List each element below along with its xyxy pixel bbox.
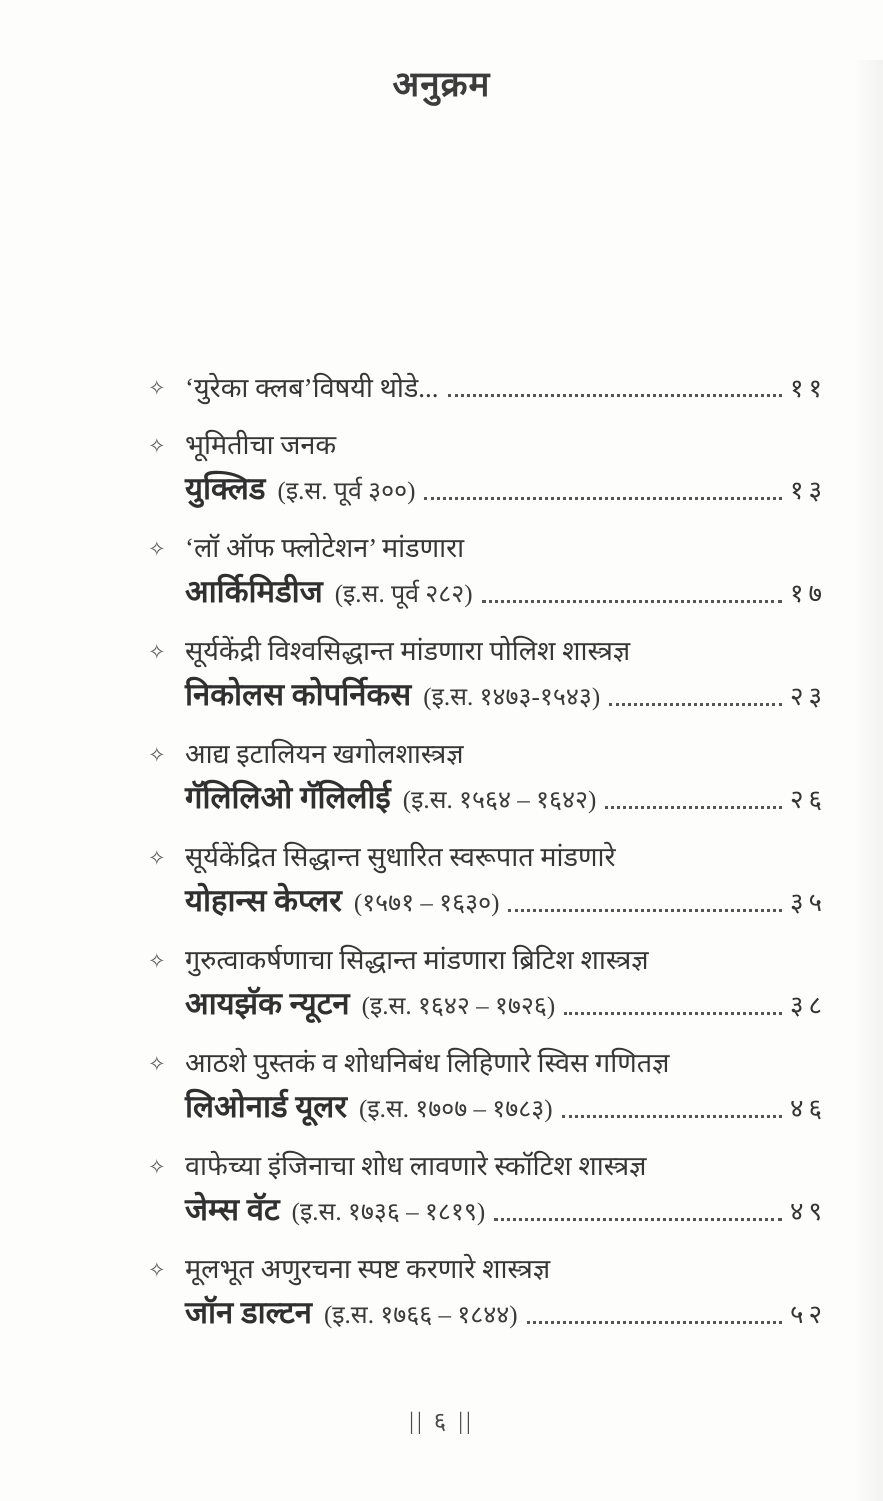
toc-entry-name: ‘युरेका क्लब’विषयी थोडे... xyxy=(185,373,439,403)
toc-entry-body xyxy=(185,527,827,617)
dotted-leader xyxy=(494,1218,782,1221)
toc-entry-page-number: ४९ xyxy=(789,1197,827,1226)
toc-entry-description: आद्य इटालियन खगोलशास्त्रज्ञ xyxy=(185,739,464,769)
toc-entry-body xyxy=(185,1145,827,1235)
diamond-bullet-icon: ✧ xyxy=(148,949,166,973)
dotted-leader xyxy=(508,909,781,912)
toc-entry xyxy=(148,630,827,720)
toc-entry-body xyxy=(185,424,827,514)
toc-entry-main-line xyxy=(185,776,827,823)
dotted-leader xyxy=(448,394,782,397)
toc-entry-description: सूर्यकेंद्री विश्वसिद्धान्त मांडणारा पोलिश शास्त्रज्ञ xyxy=(185,636,631,666)
dotted-leader xyxy=(424,497,782,500)
toc-entry-body xyxy=(185,1042,827,1132)
toc-entry-name: जॉन डाल्टन xyxy=(185,1295,312,1330)
toc-entry-description: आठशे पुस्तकं व शोधनिबंध लिहिणारे स्विस गणितज्ञ xyxy=(185,1048,670,1078)
diamond-bullet-icon: ✧ xyxy=(148,640,166,664)
toc-entry-name: लिओनार्ड यूलर xyxy=(185,1089,348,1124)
toc-entry-body xyxy=(185,733,827,823)
toc-entry-main-line xyxy=(185,1291,827,1338)
toc-entry-main-line xyxy=(185,879,827,926)
toc-entry-page-number: ४६ xyxy=(789,1094,827,1123)
toc-entry-years: (इ.स. पूर्व २८२) xyxy=(334,581,473,608)
toc-entry-page-number: १३ xyxy=(789,476,827,505)
page-number-footer: || ६ || xyxy=(409,1409,474,1435)
scan-shadow xyxy=(853,60,883,1501)
toc-entry-description: ‘लॉ ऑफ फ्लोटेशन’ मांडणारा xyxy=(185,533,465,563)
toc-entry-description: गुरुत्वाकर्षणाचा सिद्धान्त मांडणारा ब्रिटिश शास्त्रज्ञ xyxy=(185,945,649,975)
dotted-leader xyxy=(562,1115,782,1118)
toc-entry-main-line xyxy=(185,570,827,617)
toc-entry xyxy=(148,1248,827,1338)
dotted-leader xyxy=(605,806,782,809)
toc-entry xyxy=(148,939,827,1029)
dotted-leader xyxy=(564,1012,782,1015)
toc-entry-description: वाफेच्या इंजिनाचा शोध लावणारे स्कॉटिश शास्त्रज्ञ xyxy=(185,1151,647,1181)
toc-entry-page-number: २६ xyxy=(789,785,827,814)
table-of-contents xyxy=(148,366,827,1351)
toc-entry-name: निकोलस कोपर्निकस xyxy=(185,677,412,712)
toc-entry-body xyxy=(185,836,827,926)
diamond-bullet-icon: ✧ xyxy=(148,743,166,767)
toc-entry-body xyxy=(185,1248,827,1338)
diamond-bullet-icon: ✧ xyxy=(148,846,166,870)
toc-entry-page-number: ३५ xyxy=(789,888,827,917)
toc-entry-main-line xyxy=(185,467,827,514)
toc-entry xyxy=(148,424,827,514)
toc-entry-main-line xyxy=(185,673,827,720)
toc-entry-page-number: २३ xyxy=(789,682,827,711)
toc-entry xyxy=(148,1042,827,1132)
dotted-leader xyxy=(609,703,782,706)
toc-entry-main-line xyxy=(185,1188,827,1235)
dotted-leader xyxy=(482,600,782,603)
toc-entry xyxy=(148,366,827,411)
toc-entry-name: गॅलिलिओ गॅलिलीई xyxy=(185,780,391,815)
diamond-bullet-icon: ✧ xyxy=(148,1258,166,1282)
toc-entry-name: जेम्स वॅट xyxy=(185,1192,280,1227)
diamond-bullet-icon: ✧ xyxy=(148,376,166,400)
toc-entry-description: मूलभूत अणुरचना स्पष्ट करणारे शास्त्रज्ञ xyxy=(185,1254,551,1284)
book-page xyxy=(0,60,883,1435)
toc-entry-main-line xyxy=(185,366,827,411)
toc-entry-name: युक्लिड xyxy=(185,471,266,506)
toc-entry xyxy=(148,1145,827,1235)
toc-entry-years: (इ.स. १५६४ – १६४२) xyxy=(402,787,597,814)
toc-entry xyxy=(148,733,827,823)
diamond-bullet-icon: ✧ xyxy=(148,1052,166,1076)
toc-entry-page-number: ५२ xyxy=(789,1300,827,1329)
toc-entry xyxy=(148,527,827,617)
toc-entry-description: सूर्यकेंद्रित सिद्धान्त सुधारित स्वरूपात मांडणारे xyxy=(185,842,616,872)
diamond-bullet-icon: ✧ xyxy=(148,1155,166,1179)
toc-entry-name: आयझॅक न्यूटन xyxy=(185,986,350,1021)
toc-entry-years: (इ.स. १७६६ – १८४४) xyxy=(323,1302,518,1329)
toc-entry-years: (इ.स. १४७३-१५४३) xyxy=(423,684,601,711)
toc-entry-page-number: ११ xyxy=(789,374,827,403)
toc-entry-main-line xyxy=(185,982,827,1029)
toc-entry-body xyxy=(185,630,827,720)
page-title: अनुक्रम xyxy=(392,65,491,104)
diamond-bullet-icon: ✧ xyxy=(148,434,166,458)
toc-entry xyxy=(148,836,827,926)
toc-entry-body xyxy=(185,366,827,411)
dotted-leader xyxy=(527,1321,782,1324)
toc-entry-years: (इ.स. १७३६ – १८१९) xyxy=(291,1199,486,1226)
toc-entry-years: (इ.स. १७०७ – १७८३) xyxy=(359,1096,553,1123)
toc-entry-years: (१५७१ – १६३०) xyxy=(353,890,500,917)
toc-entry-main-line xyxy=(185,1085,827,1132)
diamond-bullet-icon: ✧ xyxy=(148,537,166,561)
toc-entry-page-number: १७ xyxy=(789,579,827,608)
toc-entry-body xyxy=(185,939,827,1029)
toc-entry-years: (इ.स. पूर्व ३००) xyxy=(277,478,416,505)
toc-entry-name: आर्किमिडीज xyxy=(185,574,323,609)
toc-entry-name: योहान्स केप्लर xyxy=(185,883,342,918)
toc-entry-description: भूमितीचा जनक xyxy=(185,430,337,460)
toc-entry-years: (इ.स. १६४२ – १७२६) xyxy=(361,993,556,1020)
toc-entry-page-number: ३८ xyxy=(789,991,827,1020)
